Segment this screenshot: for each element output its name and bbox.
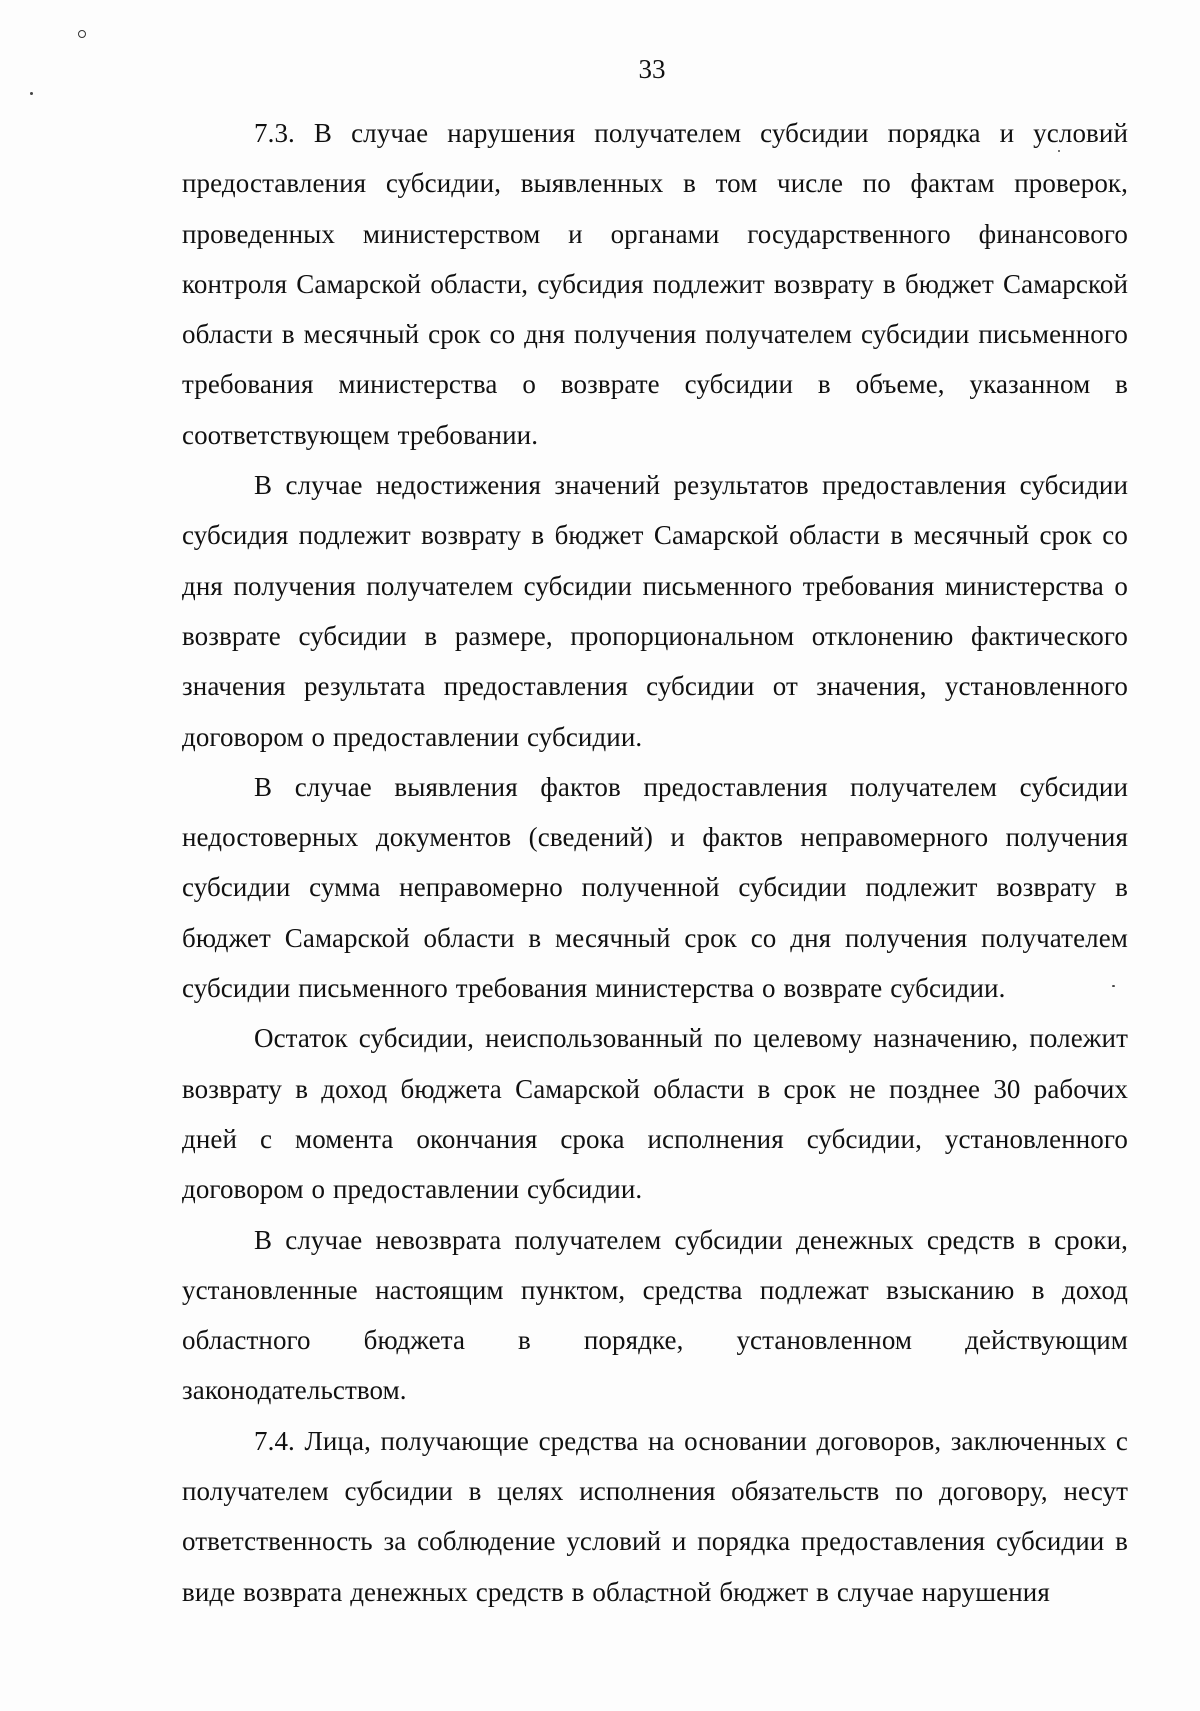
paragraph-false-documents: В случае выявления фактов предоставления получателем субсидии недостоверных документов (сведений) и фактов неправомерного получения субсидии сумма неправомерно полученной субсидии подлежит возврату в бюджет Самарской области в месячный срок со дня получения получателем субсидии письменного требования министерства о возврате субсидии. <box>182 771 1128 1004</box>
paragraph-non-return: В случае невозврата получателем субсидии денежных средств в сроки, установленные настоящим пунктом, средства подлежат взысканию в доход областного бюджета в порядке, установленном действующим законодательством. <box>182 1224 1128 1406</box>
paragraph-7-4: 7.4. Лица, получающие средства на основании договоров, заключенных с получателем субсидии в целях исполнения обязательств по договору, несут ответственность за соблюдение условий и порядка предоставления субсидии в виде возврата денежных средств в областной бюджет в случае нарушения <box>182 1425 1128 1607</box>
document-body <box>182 108 1128 1617</box>
paragraph-results-not-achieved: В случае недостижения значений результатов предоставления субсидии субсидия подлежит возврату в бюджет Самарской области в месячный срок со дня получения получателем субсидии письменного требования министерства о возврате субсидии в размере, пропорциональном отклонению фактического значения результата предоставления субсидии от значения, установленного договором о предоставлении субсидии. <box>182 470 1128 752</box>
scan-speck <box>78 30 86 38</box>
page-number: 33 <box>638 54 666 84</box>
paragraph-unused-balance: Остаток субсидии, неиспользованный по целевому назначению, полежит возврату в доход бюджета Самарской области в срок не позднее 30 рабочих дней с момента окончания срока исполнения субсидии, установленного договором о предоставлении субсидии. <box>182 1023 1128 1205</box>
scan-speck <box>30 92 33 95</box>
paragraph-7-3: 7.3. В случае нарушения получателем субсидии порядка и условий предоставления субсидии, выявленных в том числе по фактам проверок, проведенных министерством и органами государственного финансового контроля Самарской области, субсидия подлежит возврату в бюджет Самарской области в месячный срок со дня получения получателем субсидии письменного требования министерства о возврате субсидии в объеме, указанном в соответствующем требовании. <box>182 118 1128 450</box>
